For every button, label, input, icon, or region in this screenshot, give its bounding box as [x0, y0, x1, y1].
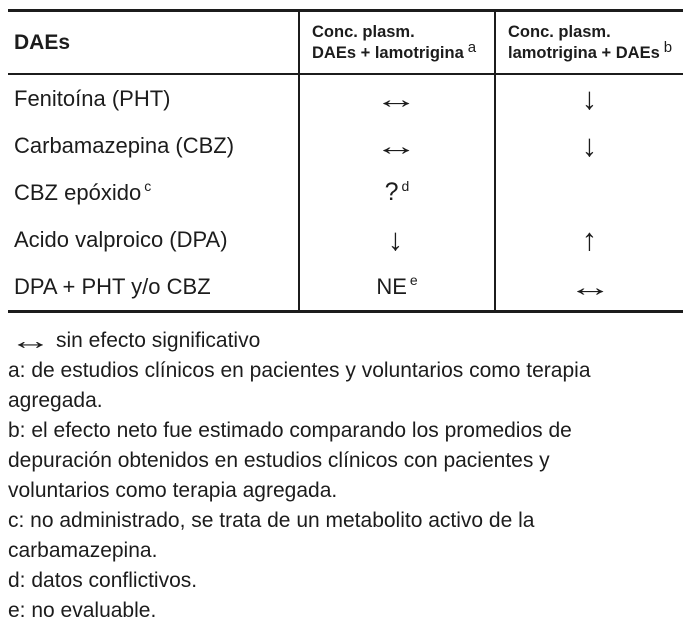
- effect-symbol: NE: [376, 273, 407, 299]
- effect-symbol: ?: [384, 178, 399, 206]
- header-col3-superscript: b: [663, 38, 673, 56]
- effect-symbol: ↔: [567, 271, 612, 302]
- drug-name-cell: [8, 216, 298, 263]
- header-daes: [8, 12, 298, 75]
- drug-interaction-table: [8, 9, 683, 313]
- effect-symbol: ↔: [373, 83, 418, 114]
- plasma-daes-cell: [298, 216, 494, 263]
- drug-name-cell: [8, 263, 298, 310]
- plasma-daes-cell: [298, 263, 494, 310]
- effect-symbol: ↓: [581, 128, 598, 163]
- footnote-b: b: el efecto neto fue estimado comparando los promedios de depuración obtenidos en estudios clínicos con pacientes y voluntarios como terapia agregada.: [8, 419, 572, 502]
- drug-name-cell: [8, 169, 298, 216]
- effect-symbol: ↓: [387, 222, 404, 257]
- effect-symbol: ↔: [373, 130, 418, 161]
- plasma-lamotrigina-cell: [494, 122, 683, 169]
- drug-name: CBZ epóxido: [14, 179, 142, 205]
- plasma-daes-cell: [298, 75, 494, 122]
- header-col3-line2: lamotrigina + DAEs b: [508, 38, 673, 62]
- drug-name-cell: [8, 75, 298, 122]
- header-daes-label: DAEs: [14, 30, 71, 54]
- footnote-a: a: de estudios clínicos en pacientes y voluntarios como terapia agregada.: [8, 359, 591, 412]
- effect-superscript: d: [401, 177, 410, 194]
- effect-symbol: ↑: [581, 222, 598, 257]
- effect-superscript: e: [409, 271, 418, 288]
- plasma-daes-cell: [298, 169, 494, 216]
- left-right-arrow-icon: ↔: [9, 327, 52, 355]
- header-conc-plasm-lamotrigina-daes: [494, 12, 683, 75]
- header-conc-plasm-daes-lamotrigina: [298, 12, 494, 75]
- header-col2-superscript: a: [467, 38, 477, 56]
- drug-name: Carbamazepina (CBZ): [14, 132, 235, 158]
- footnote-d: d: datos conflictivos.: [8, 569, 198, 592]
- legend-label: sin efecto significativo: [56, 329, 261, 352]
- plasma-lamotrigina-cell: [494, 263, 683, 310]
- header-col2-line2: DAEs + lamotrigina a: [312, 38, 477, 62]
- legend-line: [8, 326, 600, 356]
- effect-symbol: ↓: [581, 81, 598, 116]
- header-col3-line1: Conc. plasm.: [508, 22, 611, 41]
- footnote-e: e: no evaluable.: [8, 599, 157, 622]
- plasma-lamotrigina-cell: [494, 75, 683, 122]
- drug-name: DPA + PHT y/o CBZ: [14, 273, 211, 299]
- footnotes: [8, 326, 600, 626]
- plasma-daes-cell: [298, 122, 494, 169]
- plasma-lamotrigina-cell: [494, 216, 683, 263]
- plasma-lamotrigina-cell: [494, 169, 683, 216]
- header-col2-line1: Conc. plasm.: [312, 22, 415, 41]
- drug-name: Acido valproico (DPA): [14, 226, 228, 252]
- drug-superscript: c: [144, 177, 152, 194]
- footnote-c: c: no administrado, se trata de un metabolito activo de la carbamazepina.: [8, 509, 535, 562]
- drug-name: Fenitoína (PHT): [14, 85, 171, 111]
- drug-name-cell: [8, 122, 298, 169]
